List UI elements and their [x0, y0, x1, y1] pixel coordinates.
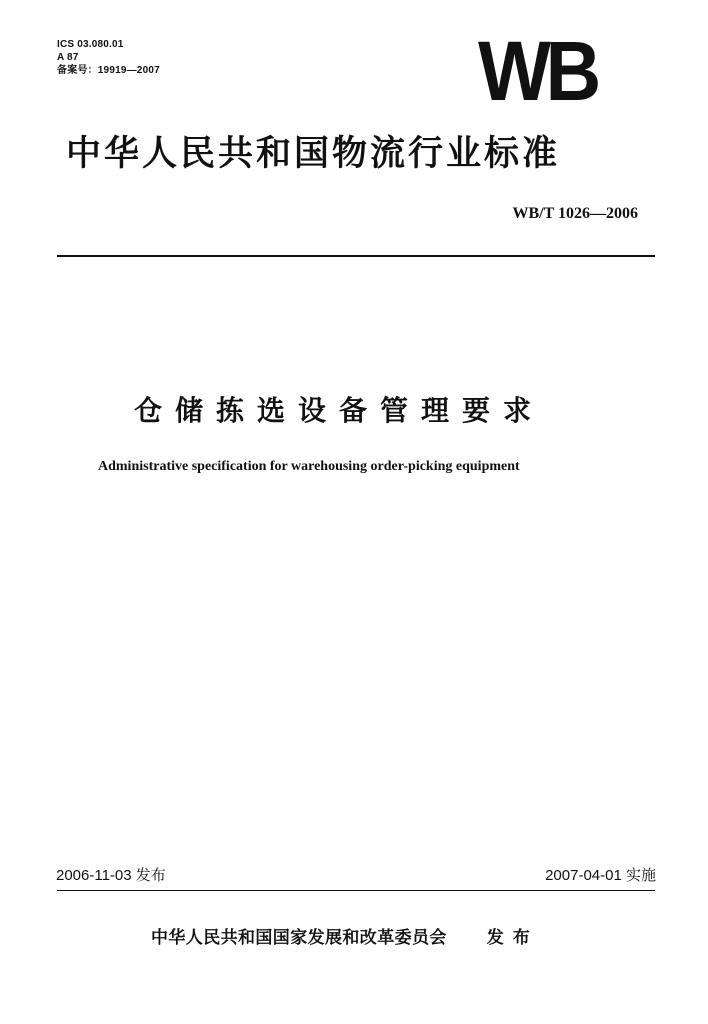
bottom-divider	[57, 890, 655, 891]
industry-standard-title: 中华人民共和国物流行业标准	[66, 134, 561, 174]
issue-label: 发布	[486, 928, 539, 948]
classification-code: A 87	[57, 52, 79, 63]
standard-number: WB/T 1026—2006	[512, 205, 638, 222]
issuing-agency: 中华人民共和国国家发展和改革委员会	[151, 928, 447, 948]
issuing-footer	[151, 926, 539, 950]
document-title-chinese: 仓储拣选设备管理要求	[134, 394, 545, 427]
filing-number: 备案号：19919—2007	[57, 65, 160, 76]
wb-logo: WB	[478, 24, 596, 118]
classification-metadata	[57, 38, 160, 77]
implementation-date: 2007-04-01 实施	[545, 867, 656, 884]
publish-date: 2006-11-03 发布	[56, 867, 166, 884]
top-divider	[57, 255, 655, 257]
document-title-english: Administrative specification for warehousing order-picking equipment	[98, 459, 520, 474]
ics-code: ICS 03.080.01	[57, 39, 124, 50]
